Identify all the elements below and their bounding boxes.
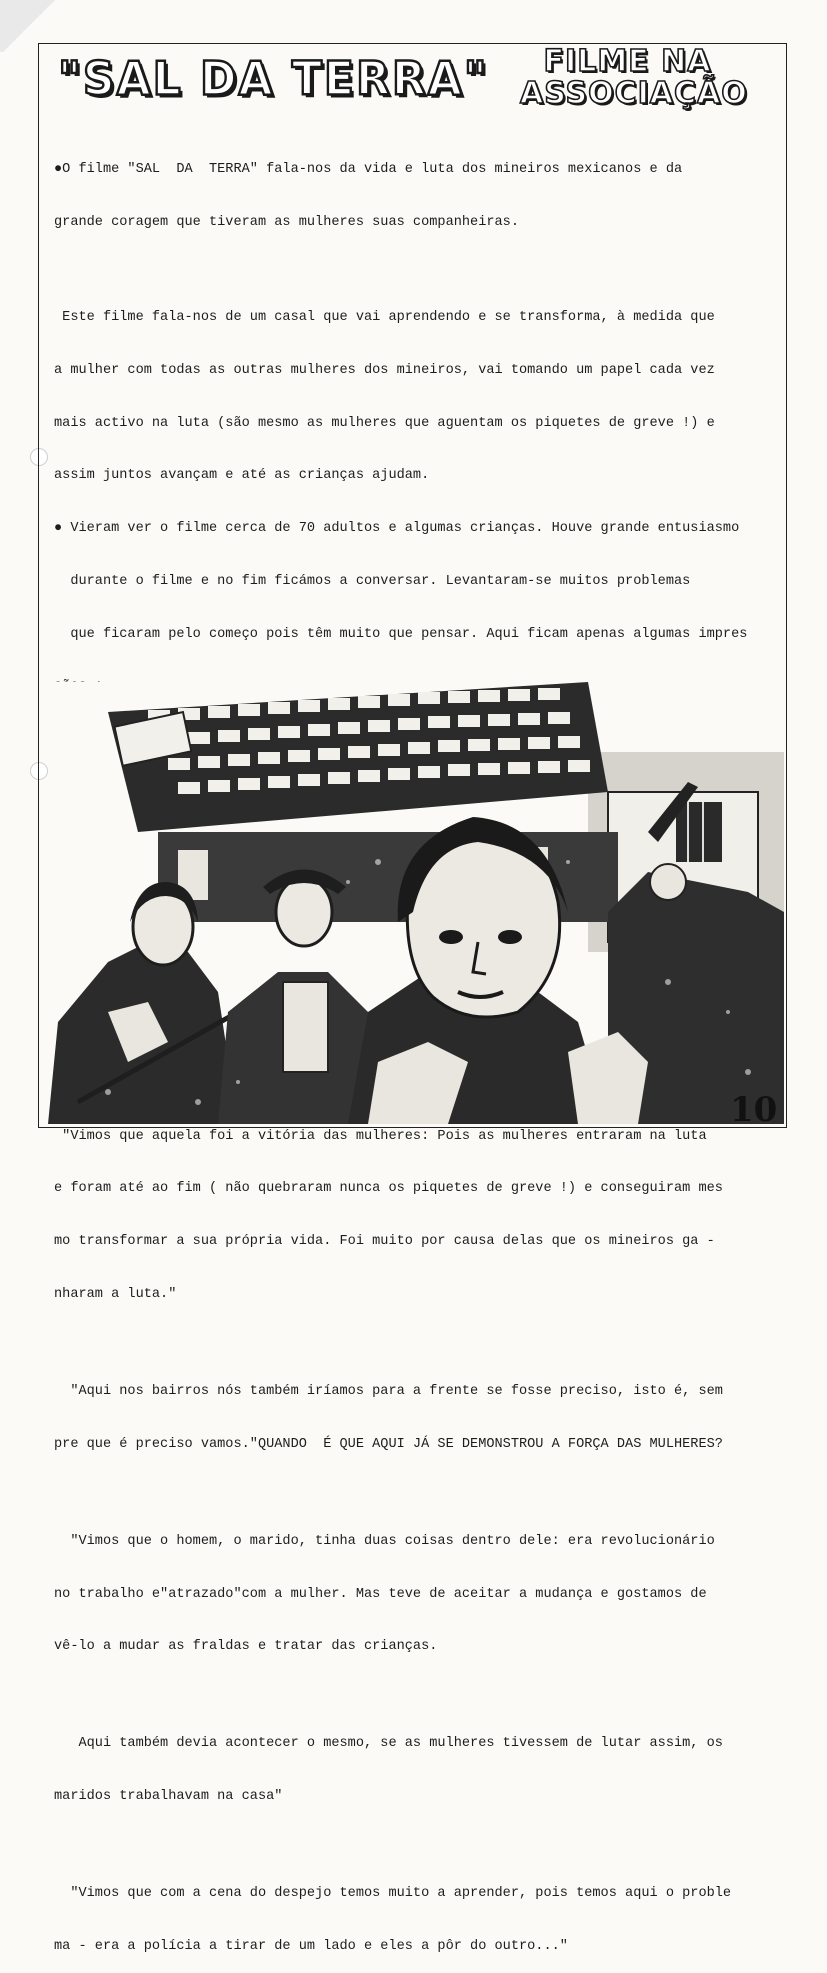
page-number: 10 — [730, 1090, 778, 1130]
text-line: assim juntos avançam e até as crianças ajudam. — [54, 468, 430, 484]
text-line: grande coragem que tiveram as mulheres suas companheiras. — [54, 214, 519, 230]
quote-line: vê-lo a mudar as fraldas e tratar das crianças. — [54, 1639, 438, 1655]
quote-line: ma - era a polícia a tirar de um lado e eles a pôr do outro..." — [54, 1938, 568, 1954]
headline-filme-na-associacao — [520, 44, 748, 111]
quote-line: "Vimos que aquela foi a vitória das mulheres: Pois as mulheres entraram na luta — [54, 1128, 707, 1144]
quote-line: Aqui também devia acontecer o mesmo, se as mulheres tivessem de lutar assim, os — [54, 1736, 723, 1752]
quote-line: "Vimos que o homem, o marido, tinha duas coisas dentro dele: era revolucionário — [54, 1533, 715, 1549]
text-line: mais activo na luta (são mesmo as mulheres que aguentam os piquetes de greve !) e — [54, 415, 715, 431]
text-line: durante o filme e no fim ficámos a conversar. Levantaram-se muitos problemas — [54, 573, 691, 589]
quote-line: e foram até ao fim ( não quebraram nunca os piquetes de greve !) e conseguiram mes — [54, 1181, 723, 1197]
quote-line: "Vimos que com a cena do despejo temos muito a aprender, pois temos aqui o proble — [54, 1886, 732, 1901]
side-title-line-2: ASSOCIAÇÃO — [520, 76, 748, 111]
quote-line: maridos trabalhavam na casa" — [54, 1789, 283, 1805]
quote-line: nharam a luta." — [54, 1287, 177, 1302]
quote-line: mo transformar a sua própria vida. Foi muito por causa delas que os mineiros ga - — [54, 1234, 715, 1250]
text-line: ● Vieram ver o filme cerca de 70 adultos e algumas crianças. Houve grande entusiasmo — [54, 521, 740, 537]
text-line: a mulher com todas as outras mulheres dos mineiros, vai tomando um papel cada vez — [54, 362, 715, 378]
text-line: que ficaram pelo começo pois têm muito que pensar. Aqui ficam apenas algumas impres — [54, 626, 748, 642]
side-title-line-1: FILME NA — [543, 44, 712, 79]
headline-sal-da-terra: "SAL DA TERRA" — [58, 52, 489, 106]
text-line: ●O filme "SAL DA TERRA" fala-nos da vida e luta dos mineiros mexicanos e da — [54, 162, 683, 178]
text-line: Este filme fala-nos de um casal que vai aprendendo e se transforma, à medida que — [54, 309, 715, 325]
quote-line: no trabalho e"atrazado"com a mulher. Mas teve de aceitar a mudança e gostamos de — [54, 1586, 707, 1602]
quote-line: "Aqui nos bairros nós também iríamos para a frente se fosse preciso, isto é, sem — [54, 1383, 723, 1399]
quote-line: pre que é preciso vamos."QUANDO É QUE AQUI JÁ SE DEMONSTROU A FORÇA DAS MULHERES? — [54, 1436, 723, 1452]
film-scene-illustration — [48, 682, 784, 1124]
